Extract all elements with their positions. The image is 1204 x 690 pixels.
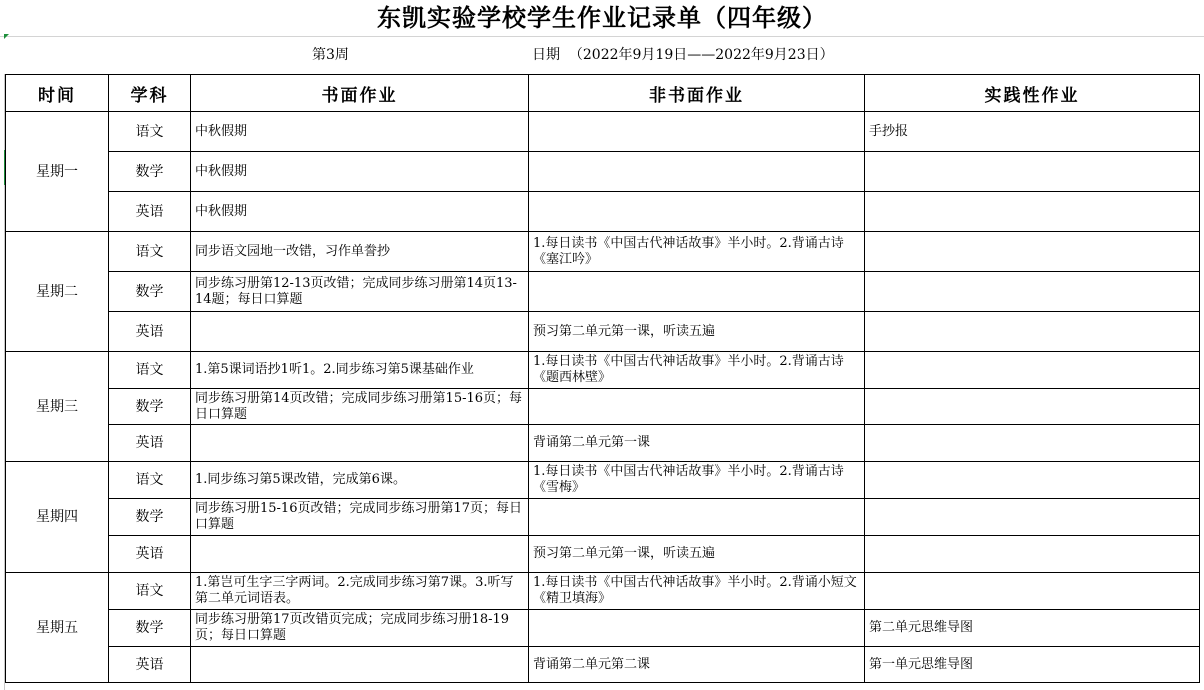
header-nonwritten-homework: 非书面作业 [529,75,865,112]
table-row [6,192,1200,232]
homework-table [5,74,1200,683]
subject-cell[interactable]: 语文 [109,232,191,272]
table-row [6,536,1200,573]
table-row [6,389,1200,425]
table-row [6,272,1200,312]
table-row [6,112,1200,152]
nonwritten-homework-cell[interactable]: 背诵第二单元第二课 [529,647,865,683]
table-row [6,647,1200,683]
subject-cell[interactable]: 英语 [109,425,191,462]
day-cell[interactable]: 星期二 [6,232,109,352]
nonwritten-homework-cell[interactable]: 1.每日读书《中国古代神话故事》半小时。2.背诵古诗《题西林壁》 [529,352,865,389]
nonwritten-homework-cell[interactable]: 1.每日读书《中国古代神话故事》半小时。2.背诵古诗《塞江吟》 [529,232,865,272]
table-header-row [6,75,1200,112]
subject-cell[interactable]: 语文 [109,573,191,610]
written-homework-cell[interactable] [191,425,529,462]
subject-cell[interactable]: 语文 [109,462,191,499]
written-homework-cell[interactable]: 同步练习册15-16页改错；完成同步练习册第17页；每日口算题 [191,499,529,536]
subject-cell[interactable]: 数学 [109,152,191,192]
table-row [6,462,1200,499]
practical-homework-cell[interactable]: 手抄报 [865,112,1200,152]
nonwritten-homework-cell[interactable] [529,610,865,647]
nonwritten-homework-cell[interactable]: 预习第二单元第一课，听读五遍 [529,312,865,352]
table-body [6,112,1200,683]
practical-homework-cell[interactable] [865,573,1200,610]
day-cell[interactable]: 星期三 [6,352,109,462]
written-homework-cell[interactable] [191,536,529,573]
written-homework-cell[interactable] [191,647,529,683]
practical-homework-cell[interactable]: 第一单元思维导图 [865,647,1200,683]
written-homework-cell[interactable]: 同步语文园地一改错，习作单誊抄 [191,232,529,272]
nonwritten-homework-cell[interactable]: 1.每日读书《中国古代神话故事》半小时。2.背诵古诗《雪梅》 [529,462,865,499]
subject-cell[interactable]: 语文 [109,112,191,152]
written-homework-cell[interactable]: 同步练习册第12-13页改错；完成同步练习册第14页13-14题；每日口算题 [191,272,529,312]
nonwritten-homework-cell[interactable]: 1.每日读书《中国古代神话故事》半小时。2.背诵小短文《精卫填海》 [529,573,865,610]
header-time: 时间 [6,75,109,112]
table-row [6,152,1200,192]
nonwritten-homework-cell[interactable]: 背诵第二单元第一课 [529,425,865,462]
practical-homework-cell[interactable] [865,192,1200,232]
practical-homework-cell[interactable] [865,462,1200,499]
written-homework-cell[interactable]: 中秋假期 [191,192,529,232]
subject-cell[interactable]: 英语 [109,647,191,683]
practical-homework-cell[interactable] [865,425,1200,462]
practical-homework-cell[interactable]: 第二单元思维导图 [865,610,1200,647]
written-homework-cell[interactable]: 1.第岂可生字三字两词。2.完成同步练习第7课。3.听写第二单元词语表。 [191,573,529,610]
subject-cell[interactable]: 英语 [109,192,191,232]
written-homework-cell[interactable]: 同步练习册第14页改错；完成同步练习册第15-16页；每日口算题 [191,389,529,425]
written-homework-cell[interactable]: 中秋假期 [191,112,529,152]
day-cell[interactable]: 星期五 [6,573,109,683]
practical-homework-cell[interactable] [865,352,1200,389]
subject-cell[interactable]: 数学 [109,389,191,425]
day-cell[interactable]: 星期一 [6,112,109,232]
sheet-title: 东凯实验学校学生作业记录单（四年级） [377,3,827,32]
nonwritten-homework-cell[interactable] [529,389,865,425]
written-homework-cell[interactable]: 同步练习册第17页改错页完成；完成同步练习册18-19页；每日口算题 [191,610,529,647]
nonwritten-homework-cell[interactable]: 预习第二单元第一课，听读五遍 [529,536,865,573]
written-homework-cell[interactable]: 中秋假期 [191,152,529,192]
header-practical-homework: 实践性作业 [865,75,1200,112]
table-row [6,499,1200,536]
table-row [6,425,1200,462]
day-cell[interactable]: 星期四 [6,462,109,573]
date-range: 日期 （2022年9月19日——2022年9月23日） [532,47,834,63]
practical-homework-cell[interactable] [865,389,1200,425]
table-row [6,312,1200,352]
practical-homework-cell[interactable] [865,272,1200,312]
written-homework-cell[interactable]: 1.第5课词语抄1听1。2.同步练习第5课基础作业 [191,352,529,389]
nonwritten-homework-cell[interactable] [529,192,865,232]
practical-homework-cell[interactable] [865,536,1200,573]
subject-cell[interactable]: 数学 [109,499,191,536]
table-row [6,352,1200,389]
practical-homework-cell[interactable] [865,312,1200,352]
nonwritten-homework-cell[interactable] [529,272,865,312]
subject-cell[interactable]: 英语 [109,536,191,573]
written-homework-cell[interactable]: 1.同步练习第5课改错，完成第6课。 [191,462,529,499]
practical-homework-cell[interactable] [865,499,1200,536]
subject-cell[interactable]: 数学 [109,610,191,647]
header-written-homework: 书面作业 [191,75,529,112]
nonwritten-homework-cell[interactable] [529,152,865,192]
practical-homework-cell[interactable] [865,232,1200,272]
table-row [6,573,1200,610]
subject-cell[interactable]: 数学 [109,272,191,312]
cell-error-indicator [4,34,9,39]
header-subject: 学科 [109,75,191,112]
subject-cell[interactable]: 英语 [109,312,191,352]
written-homework-cell[interactable] [191,312,529,352]
week-label: 第3周 [312,47,349,63]
table-row [6,610,1200,647]
table-row [6,232,1200,272]
nonwritten-homework-cell[interactable] [529,499,865,536]
nonwritten-homework-cell[interactable] [529,112,865,152]
practical-homework-cell[interactable] [865,152,1200,192]
subject-cell[interactable]: 语文 [109,352,191,389]
